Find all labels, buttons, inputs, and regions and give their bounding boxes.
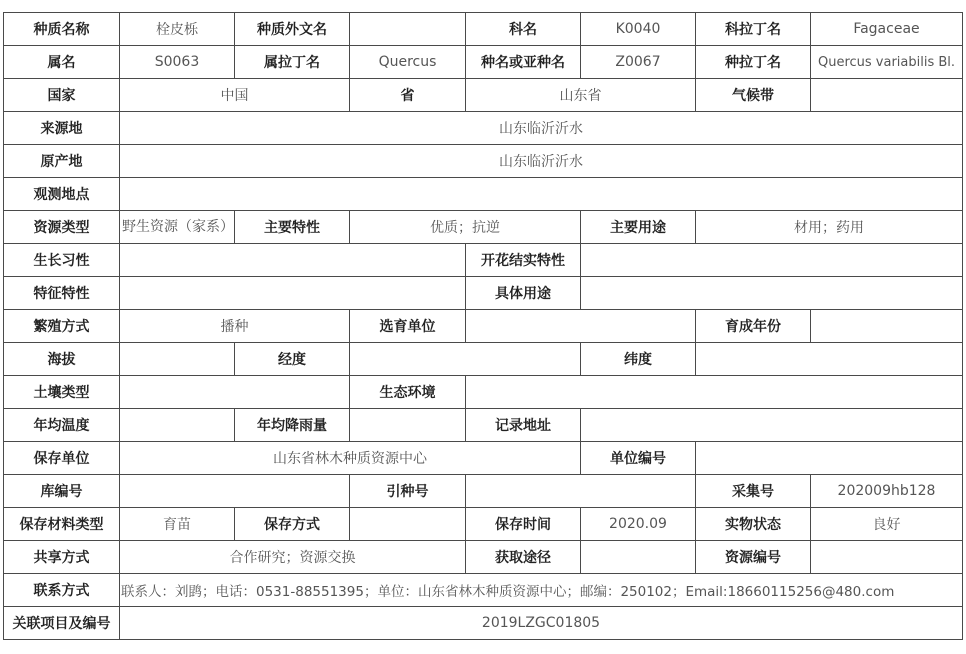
related-project-label: 关联项目及编号 — [4, 607, 120, 640]
origin-place-value: 山东临沂沂水 — [120, 145, 963, 178]
preservation-unit-label: 保存单位 — [4, 442, 120, 475]
family-label: 科名 — [466, 13, 581, 46]
table-row — [4, 112, 963, 145]
species-latin-label: 种拉丁名 — [696, 46, 811, 79]
latitude-label: 纬度 — [581, 343, 696, 376]
table-row — [4, 409, 963, 442]
observation-site-label: 观测地点 — [4, 178, 120, 211]
table-row — [4, 211, 963, 244]
table-row — [4, 343, 963, 376]
unit-code-value — [696, 442, 963, 475]
material-type-value: 育苗 — [120, 508, 235, 541]
record-address-label: 记录地址 — [466, 409, 581, 442]
origin-place-label: 原产地 — [4, 145, 120, 178]
table-row — [4, 376, 963, 409]
breeding-unit-label: 选育单位 — [350, 310, 466, 343]
country-label: 国家 — [4, 79, 120, 112]
table-row — [4, 442, 963, 475]
annual-temp-label: 年均温度 — [4, 409, 120, 442]
flowering-fruiting-label: 开花结实特性 — [466, 244, 581, 277]
acquisition-way-value — [581, 541, 696, 574]
collection-code-label: 采集号 — [696, 475, 811, 508]
ecological-env-value — [466, 376, 963, 409]
main-use-value: 材用；药用 — [696, 211, 963, 244]
characteristics-value — [120, 277, 466, 310]
resource-code-label: 资源编号 — [696, 541, 811, 574]
family-value: K0040 — [581, 13, 696, 46]
specific-use-label: 具体用途 — [466, 277, 581, 310]
table-row — [4, 607, 963, 640]
breeding-unit-value — [466, 310, 696, 343]
contact-value: 联系人：刘鹍；电话：0531-88551395；单位：山东省林木种质资源中心；邮编：250102；Email:18660115256@480.com — [120, 574, 963, 607]
climate-zone-label: 气候带 — [696, 79, 811, 112]
resource-type-label: 资源类型 — [4, 211, 120, 244]
genus-label: 属名 — [4, 46, 120, 79]
genus-latin-value: Quercus — [350, 46, 466, 79]
latitude-value — [696, 343, 963, 376]
annual-rainfall-label: 年均降雨量 — [235, 409, 350, 442]
soil-type-label: 土壤类型 — [4, 376, 120, 409]
table-row — [4, 541, 963, 574]
related-project-value: 2019LZGC01805 — [120, 607, 963, 640]
unit-code-label: 单位编号 — [581, 442, 696, 475]
foreign-name-value — [350, 13, 466, 46]
material-type-label: 保存材料类型 — [4, 508, 120, 541]
sharing-method-label: 共享方式 — [4, 541, 120, 574]
record-address-value — [581, 409, 963, 442]
longitude-label: 经度 — [235, 343, 350, 376]
table-row — [4, 178, 963, 211]
climate-zone-value — [811, 79, 963, 112]
table-row — [4, 46, 963, 79]
source-place-value: 山东临沂沂水 — [120, 112, 963, 145]
soil-type-value — [120, 376, 350, 409]
source-place-label: 来源地 — [4, 112, 120, 145]
observation-site-value — [120, 178, 963, 211]
main-traits-value: 优质；抗逆 — [350, 211, 581, 244]
germplasm-info-table — [3, 12, 963, 640]
province-label: 省 — [350, 79, 466, 112]
altitude-label: 海拔 — [4, 343, 120, 376]
table-row — [4, 574, 963, 607]
family-latin-value: Fagaceae — [811, 13, 963, 46]
table-row — [4, 145, 963, 178]
species-latin-value: Quercus variabilis Bl. — [811, 46, 963, 79]
specific-use-value — [581, 277, 963, 310]
genus-latin-label: 属拉丁名 — [235, 46, 350, 79]
propagation-label: 繁殖方式 — [4, 310, 120, 343]
resource-code-value — [811, 541, 963, 574]
annual-rainfall-value — [350, 409, 466, 442]
storage-code-label: 库编号 — [4, 475, 120, 508]
growth-habit-value — [120, 244, 466, 277]
growth-habit-label: 生长习性 — [4, 244, 120, 277]
breeding-year-label: 育成年份 — [696, 310, 811, 343]
foreign-name-label: 种质外文名 — [235, 13, 350, 46]
province-value: 山东省 — [466, 79, 696, 112]
preservation-method-value — [350, 508, 466, 541]
table-row — [4, 244, 963, 277]
introduction-code-value — [466, 475, 696, 508]
breeding-year-value — [811, 310, 963, 343]
table-row — [4, 508, 963, 541]
genus-value: S0063 — [120, 46, 235, 79]
sharing-method-value: 合作研究；资源交换 — [120, 541, 466, 574]
country-value: 中国 — [120, 79, 350, 112]
species-value: Z0067 — [581, 46, 696, 79]
propagation-value: 播种 — [120, 310, 350, 343]
table-row — [4, 13, 963, 46]
table-row — [4, 277, 963, 310]
preservation-time-label: 保存时间 — [466, 508, 581, 541]
preservation-unit-value: 山东省林木种质资源中心 — [120, 442, 581, 475]
physical-status-label: 实物状态 — [696, 508, 811, 541]
longitude-value — [350, 343, 581, 376]
resource-type-value: 野生资源（家系） — [120, 211, 235, 244]
family-latin-label: 科拉丁名 — [696, 13, 811, 46]
main-traits-label: 主要特性 — [235, 211, 350, 244]
table-row — [4, 310, 963, 343]
table-row — [4, 475, 963, 508]
acquisition-way-label: 获取途径 — [466, 541, 581, 574]
storage-code-value — [120, 475, 350, 508]
germplasm-name-label: 种质名称 — [4, 13, 120, 46]
table-row — [4, 79, 963, 112]
contact-label: 联系方式 — [4, 574, 120, 607]
species-label: 种名或亚种名 — [466, 46, 581, 79]
collection-code-value: 202009hb128 — [811, 475, 963, 508]
characteristics-label: 特征特性 — [4, 277, 120, 310]
annual-temp-value — [120, 409, 235, 442]
flowering-fruiting-value — [581, 244, 963, 277]
introduction-code-label: 引种号 — [350, 475, 466, 508]
altitude-value — [120, 343, 235, 376]
preservation-time-value: 2020.09 — [581, 508, 696, 541]
preservation-method-label: 保存方式 — [235, 508, 350, 541]
germplasm-name-value: 栓皮栎 — [120, 13, 235, 46]
physical-status-value: 良好 — [811, 508, 963, 541]
main-use-label: 主要用途 — [581, 211, 696, 244]
ecological-env-label: 生态环境 — [350, 376, 466, 409]
